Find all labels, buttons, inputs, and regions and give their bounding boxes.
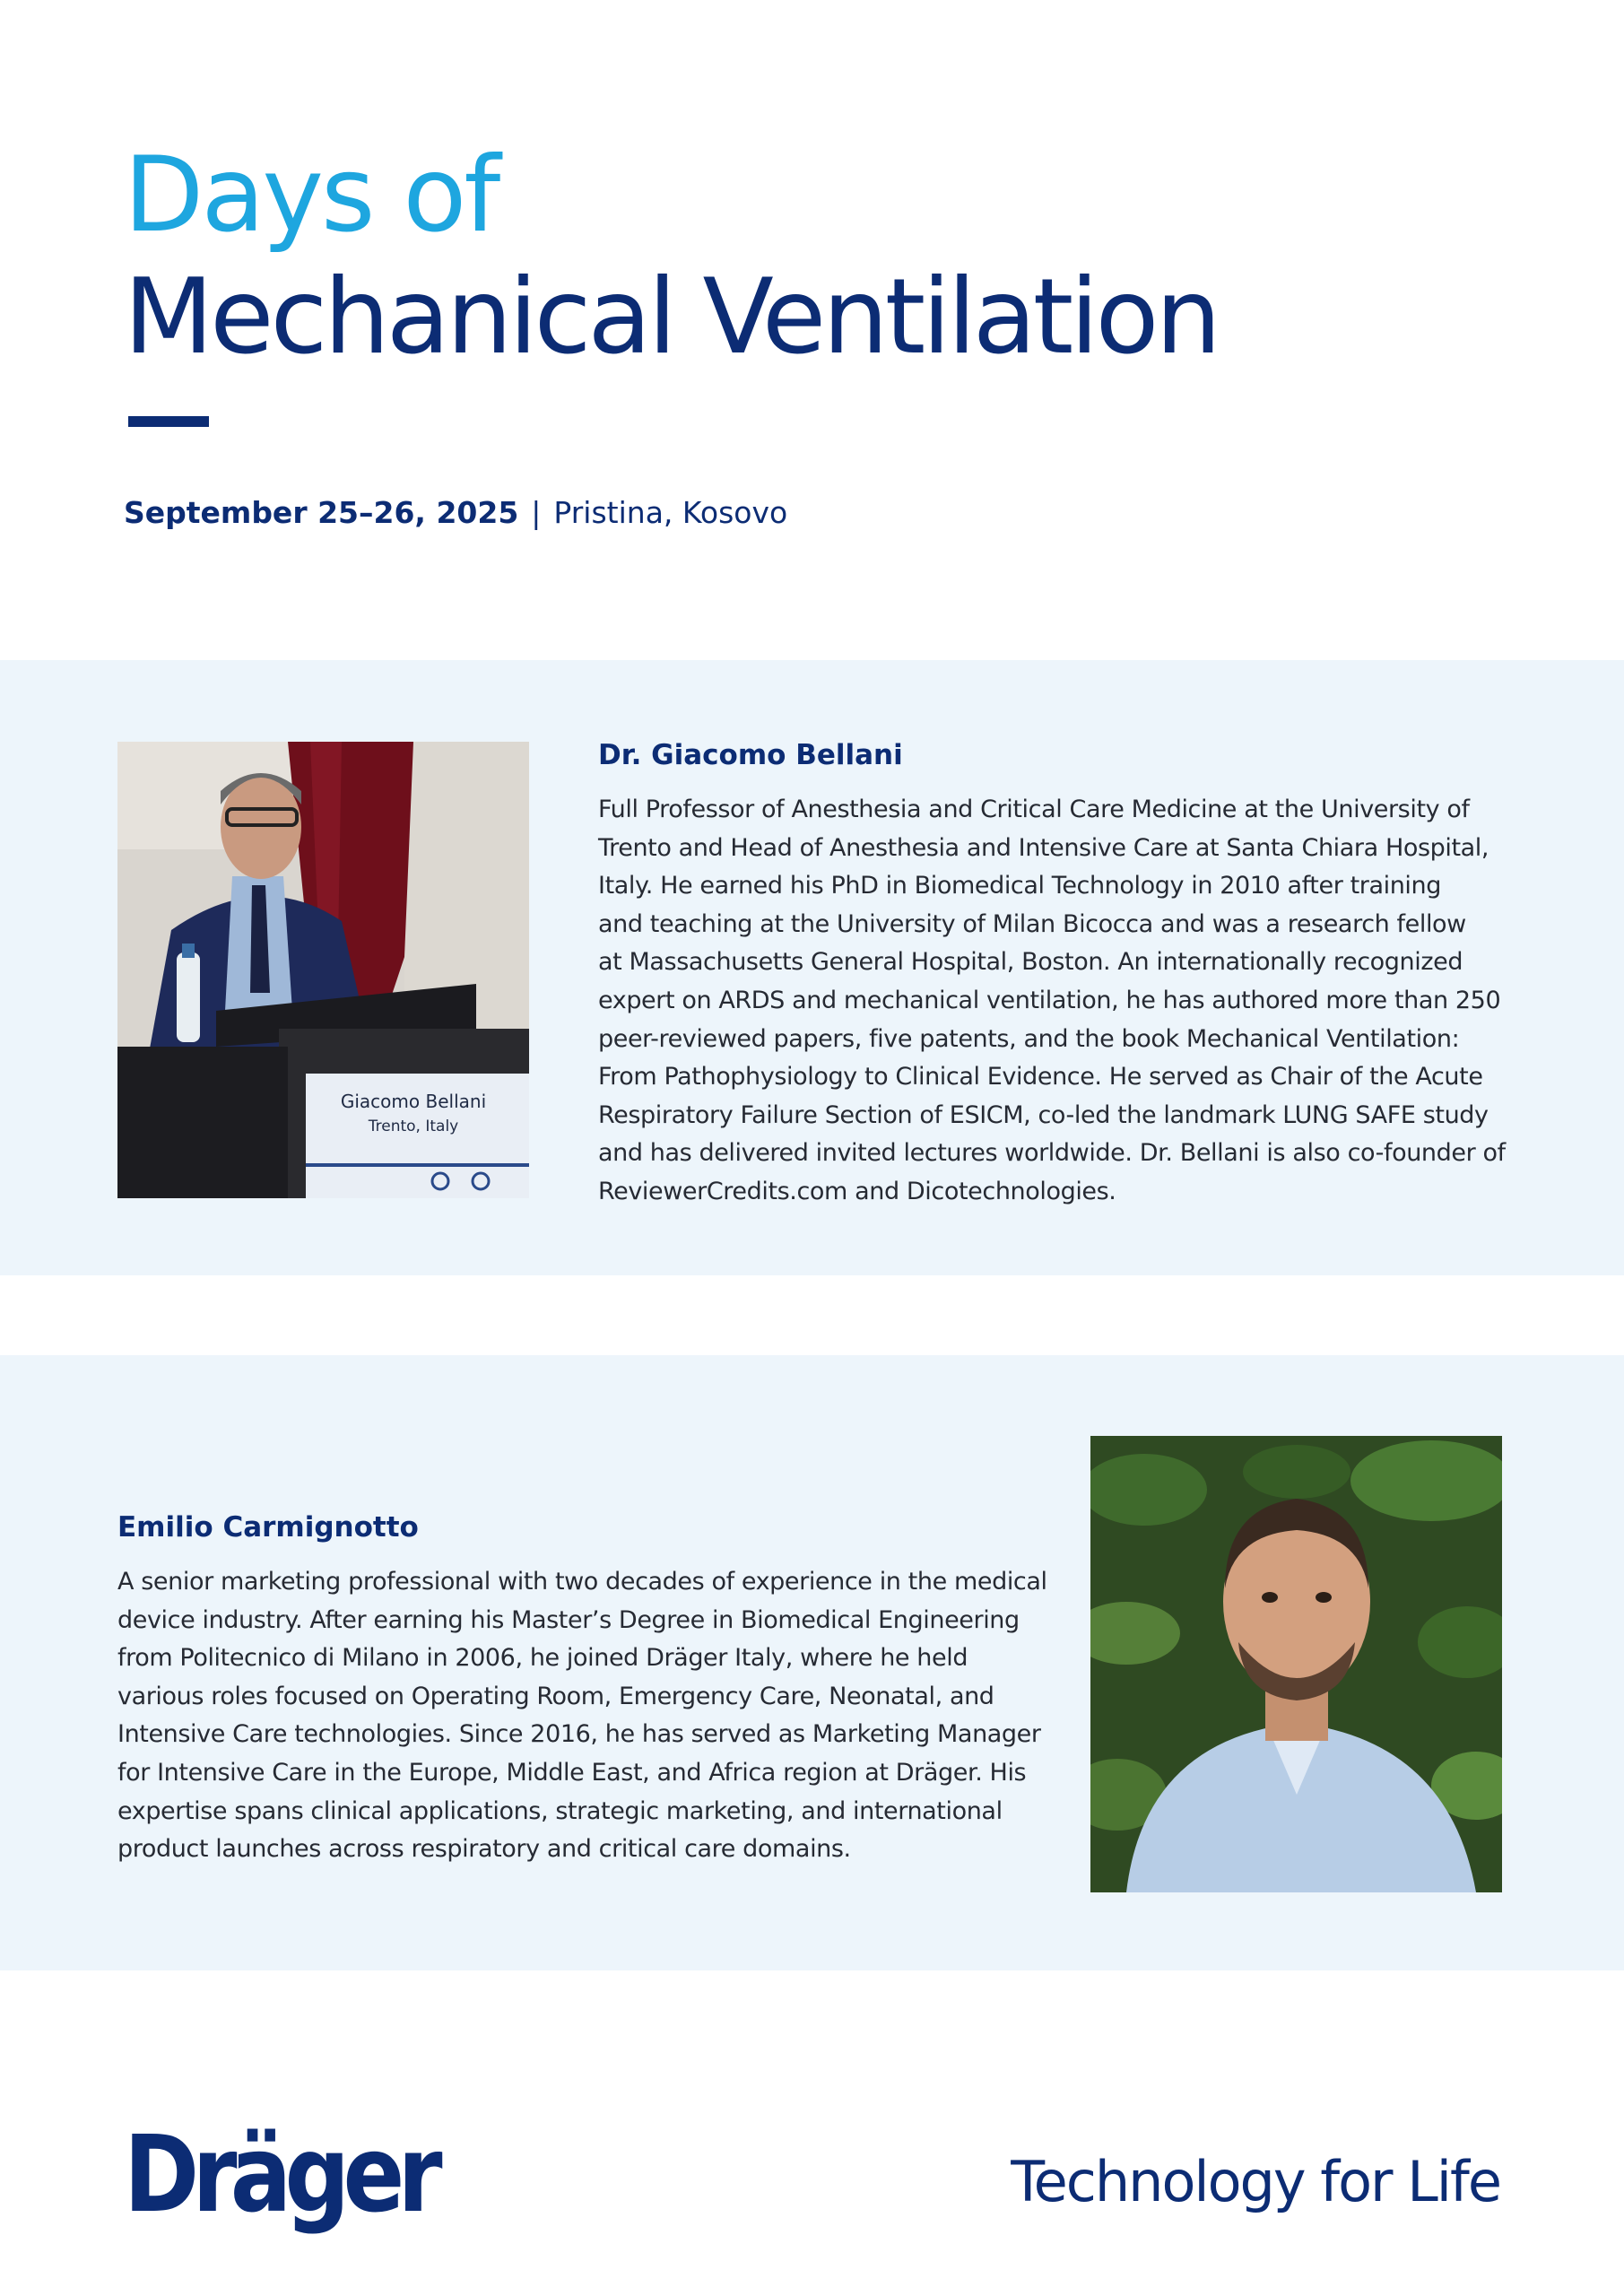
bio-line: expertise spans clinical applications, strategic marketing, and international — [117, 1796, 1003, 1825]
speaker-name: Emilio Carmignotto — [117, 1511, 419, 1544]
speaker-photo-bellani — [117, 742, 529, 1198]
bio-line: product launches across respiratory and critical care domains. — [117, 1835, 851, 1864]
bio-line: Intensive Care technologies. Since 2016, he has served as Marketing Manager — [117, 1720, 1041, 1749]
speaker-name: Dr. Giacomo Bellani — [598, 739, 903, 771]
bio-line: at Massachusetts General Hospital, Boston. An internationally recognized — [598, 948, 1463, 977]
bio-line: From Pathophysiology to Clinical Evidence. He served as Chair of the Acute — [598, 1063, 1483, 1091]
bio-line: various roles focused on Operating Room, Emergency Care, Neonatal, and — [117, 1682, 994, 1710]
title-line-2: Mechanical Ventilation — [124, 257, 1219, 378]
speaker-bio-carmignotto — [117, 1509, 1047, 1869]
bio-line: ReviewerCredits.com and Dicotechnologies. — [598, 1177, 1116, 1205]
bio-line: Italy. He earned his PhD in Biomedical Technology in 2010 after training — [598, 872, 1441, 900]
speaker-bio-bellani — [598, 737, 1504, 1212]
bio-line: and has delivered invited lectures worldwide. Dr. Bellani is also co-founder of — [598, 1139, 1506, 1168]
photo-sign-place: Trento, Italy — [368, 1118, 459, 1135]
bio-line: expert on ARDS and mechanical ventilation, he has authored more than 250 — [598, 986, 1501, 1014]
speaker-photo-carmignotto — [1090, 1436, 1502, 1892]
title-divider — [128, 416, 209, 427]
bio-line: peer-reviewed papers, five patents, and the book Mechanical Ventilation: — [598, 1024, 1460, 1053]
photo-sign-name: Giacomo Bellani — [340, 1091, 487, 1112]
event-date: September 25–26, 2025 — [124, 495, 519, 530]
meta-separator: | — [531, 495, 542, 530]
bio-line: Respiratory Failure Section of ESICM, co-led the landmark LUNG SAFE study — [598, 1100, 1489, 1129]
event-meta — [124, 495, 787, 530]
drager-logo: Dräger — [124, 2112, 436, 2236]
bio-line: device industry. After earning his Master’s Degree in Biomedical Engineering — [117, 1605, 1020, 1634]
bio-line: from Politecnico di Milano in 2006, he joined Dräger Italy, where he held — [117, 1644, 968, 1673]
title-line-1: Days of — [124, 135, 499, 256]
brand-tagline: Technology for Life — [1011, 2149, 1500, 2214]
bio-line: Trento and Head of Anesthesia and Intensive Care at Santa Chiara Hospital, — [598, 833, 1489, 862]
bio-line: for Intensive Care in the Europe, Middle East, and Africa region at Dräger. His — [117, 1758, 1027, 1787]
event-location: Pristina, Kosovo — [553, 495, 788, 530]
bio-line: Full Professor of Anesthesia and Critical Care Medicine at the University of — [598, 796, 1470, 823]
bio-line: and teaching at the University of Milan Bicocca and was a research fellow — [598, 909, 1466, 938]
bio-line: A senior marketing professional with two decades of experience in the medical — [117, 1568, 1047, 1596]
